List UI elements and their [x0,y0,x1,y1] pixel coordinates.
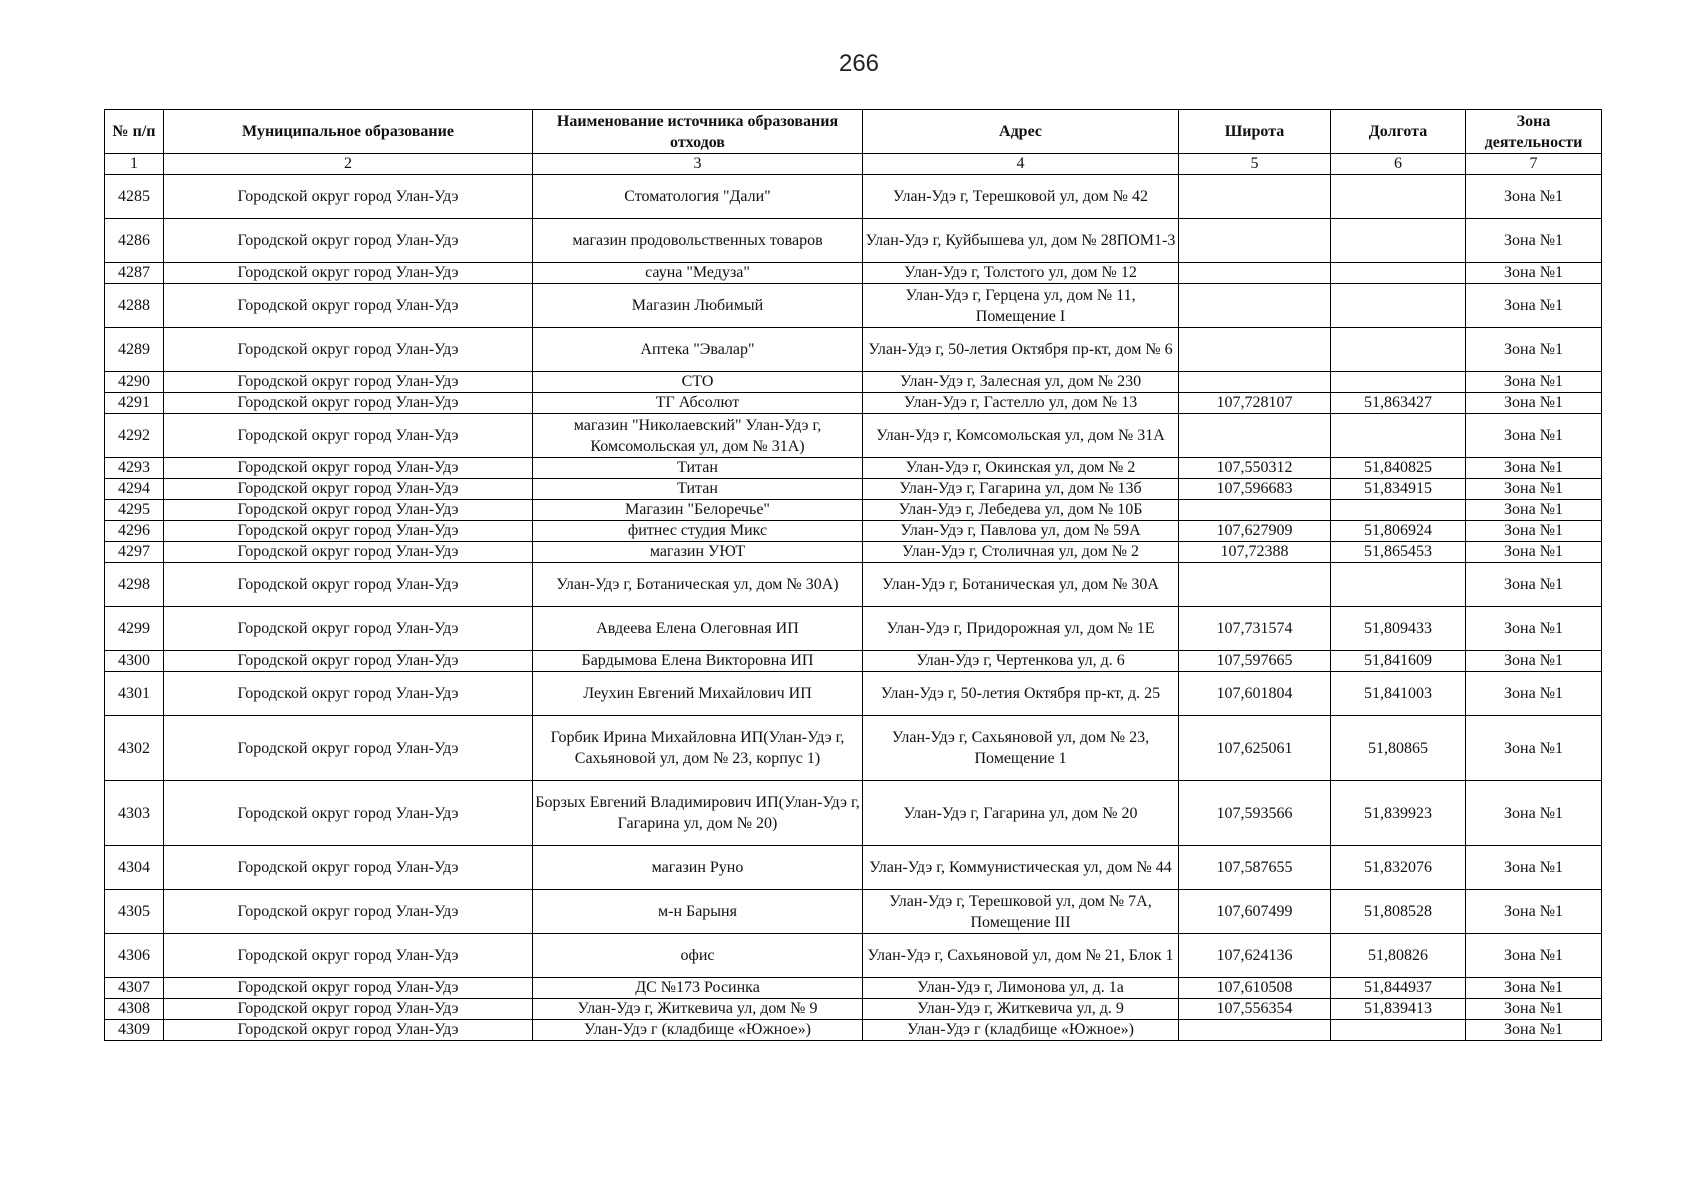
municipality-cell: Городской округ город Улан-Удэ [164,521,533,542]
municipality-cell: Городской округ город Улан-Удэ [164,500,533,521]
row-number-cell: 4305 [105,890,164,934]
latitude-cell [1179,263,1331,284]
table-row [105,393,1602,414]
table-row [105,1020,1602,1041]
longitude-cell: 51,839413 [1331,999,1466,1020]
source-name-cell: Улан-Удэ г, Ботаническая ул, дом № 30А) [533,563,863,607]
municipality-cell: Городской округ город Улан-Удэ [164,934,533,978]
latitude-cell: 107,593566 [1179,781,1331,846]
row-number-cell: 4287 [105,263,164,284]
source-name-cell: ДС №173 Росинка [533,978,863,999]
address-cell: Улан-Удэ г, Столичная ул, дом № 2 [863,542,1179,563]
row-number-cell: 4296 [105,521,164,542]
header-cell-number: № п/п [105,110,164,154]
municipality-cell: Городской округ город Улан-Удэ [164,414,533,458]
source-name-cell: фитнес студия Микс [533,521,863,542]
address-cell: Улан-Удэ г, Залесная ул, дом № 230 [863,372,1179,393]
longitude-cell [1331,414,1466,458]
row-number-cell: 4308 [105,999,164,1020]
table-row [105,479,1602,500]
source-name-cell: Улан-Удэ г, Житкевича ул, дом № 9 [533,999,863,1020]
address-cell: Улан-Удэ г, Герцена ул, дом № 11, Помещение I [863,284,1179,328]
address-cell: Улан-Удэ г, Лебедева ул, дом № 10Б [863,500,1179,521]
table-row [105,716,1602,781]
table-row [105,978,1602,999]
zone-cell: Зона №1 [1466,563,1602,607]
longitude-cell [1331,500,1466,521]
table-row [105,890,1602,934]
source-name-cell: магазин УЮТ [533,542,863,563]
table-row [105,284,1602,328]
row-number-cell: 4285 [105,175,164,219]
row-number-cell: 4307 [105,978,164,999]
zone-cell: Зона №1 [1466,521,1602,542]
municipality-cell: Городской округ город Улан-Удэ [164,328,533,372]
zone-cell: Зона №1 [1466,263,1602,284]
source-name-cell: м-н Барыня [533,890,863,934]
latitude-cell: 107,610508 [1179,978,1331,999]
table-row [105,263,1602,284]
zone-cell: Зона №1 [1466,651,1602,672]
zone-cell: Зона №1 [1466,542,1602,563]
row-number-cell: 4286 [105,219,164,263]
address-cell: Улан-Удэ г, Комсомольская ул, дом № 31А [863,414,1179,458]
municipality-cell: Городской округ город Улан-Удэ [164,372,533,393]
longitude-cell: 51,863427 [1331,393,1466,414]
column-number-cell: 4 [863,154,1179,175]
longitude-cell: 51,832076 [1331,846,1466,890]
zone-cell: Зона №1 [1466,479,1602,500]
zone-cell: Зона №1 [1466,393,1602,414]
table-row [105,846,1602,890]
table-row [105,521,1602,542]
table-row [105,372,1602,393]
column-number-cell: 7 [1466,154,1602,175]
municipality-cell: Городской округ город Улан-Удэ [164,781,533,846]
longitude-cell [1331,563,1466,607]
longitude-cell: 51,806924 [1331,521,1466,542]
municipality-cell: Городской округ город Улан-Удэ [164,479,533,500]
header-cell-address: Адрес [863,110,1179,154]
latitude-cell: 107,627909 [1179,521,1331,542]
zone-cell: Зона №1 [1466,607,1602,651]
address-cell: Улан-Удэ г, Ботаническая ул, дом № 30А [863,563,1179,607]
address-cell: Улан-Удэ г, Сахьяновой ул, дом № 21, Блок 1 [863,934,1179,978]
row-number-cell: 4295 [105,500,164,521]
row-number-cell: 4293 [105,458,164,479]
longitude-cell [1331,175,1466,219]
longitude-cell [1331,372,1466,393]
municipality-cell: Городской округ город Улан-Удэ [164,846,533,890]
zone-cell: Зона №1 [1466,999,1602,1020]
latitude-cell: 107,601804 [1179,672,1331,716]
address-cell: Улан-Удэ г, Чертенкова ул, д. 6 [863,651,1179,672]
latitude-cell [1179,284,1331,328]
zone-cell: Зона №1 [1466,781,1602,846]
header-cell-zone: Зона деятельности [1466,110,1602,154]
municipality-cell: Городской округ город Улан-Удэ [164,393,533,414]
row-number-cell: 4300 [105,651,164,672]
address-cell: Улан-Удэ г, Терешковой ул, дом № 42 [863,175,1179,219]
zone-cell: Зона №1 [1466,414,1602,458]
latitude-cell [1179,500,1331,521]
source-name-cell: Магазин "Белоречье" [533,500,863,521]
row-number-cell: 4298 [105,563,164,607]
table-row [105,563,1602,607]
zone-cell: Зона №1 [1466,978,1602,999]
latitude-cell: 107,596683 [1179,479,1331,500]
address-cell: Улан-Удэ г, Гагарина ул, дом № 13б [863,479,1179,500]
zone-cell: Зона №1 [1466,219,1602,263]
longitude-cell: 51,80865 [1331,716,1466,781]
municipality-cell: Городской округ город Улан-Удэ [164,716,533,781]
address-cell: Улан-Удэ г, Житкевича ул, д. 9 [863,999,1179,1020]
table-row [105,414,1602,458]
municipality-cell: Городской округ город Улан-Удэ [164,890,533,934]
latitude-cell [1179,1020,1331,1041]
latitude-cell [1179,219,1331,263]
latitude-cell: 107,550312 [1179,458,1331,479]
column-number-cell: 1 [105,154,164,175]
table-row [105,175,1602,219]
longitude-cell: 51,841609 [1331,651,1466,672]
source-name-cell: Авдеева Елена Олеговная ИП [533,607,863,651]
row-number-cell: 4292 [105,414,164,458]
row-number-cell: 4294 [105,479,164,500]
column-number-cell: 6 [1331,154,1466,175]
source-name-cell: офис [533,934,863,978]
longitude-cell: 51,834915 [1331,479,1466,500]
header-cell-longitude: Долгота [1331,110,1466,154]
header-cell-latitude: Широта [1179,110,1331,154]
table-row [105,651,1602,672]
municipality-cell: Городской округ город Улан-Удэ [164,563,533,607]
municipality-cell: Городской округ город Улан-Удэ [164,219,533,263]
address-cell: Улан-Удэ г, Терешковой ул, дом № 7А, Помещение III [863,890,1179,934]
row-number-cell: 4301 [105,672,164,716]
table-row [105,219,1602,263]
address-cell: Улан-Удэ г, Павлова ул, дом № 59А [863,521,1179,542]
address-cell: Улан-Удэ г, Лимонова ул, д. 1а [863,978,1179,999]
zone-cell: Зона №1 [1466,716,1602,781]
municipality-cell: Городской округ город Улан-Удэ [164,542,533,563]
municipality-cell: Городской округ город Улан-Удэ [164,1020,533,1041]
source-name-cell: Горбик Ирина Михайловна ИП(Улан-Удэ г, Сахьяновой ул, дом № 23, корпус 1) [533,716,863,781]
waste-sources-table [104,109,1602,1041]
municipality-cell: Городской округ город Улан-Удэ [164,672,533,716]
zone-cell: Зона №1 [1466,175,1602,219]
longitude-cell: 51,840825 [1331,458,1466,479]
latitude-cell [1179,175,1331,219]
table-body [105,175,1602,1041]
municipality-cell: Городской округ город Улан-Удэ [164,651,533,672]
row-number-cell: 4303 [105,781,164,846]
header-cell-source: Наименование источника образования отходов [533,110,863,154]
address-cell: Улан-Удэ г, Окинская ул, дом № 2 [863,458,1179,479]
longitude-cell [1331,1020,1466,1041]
address-cell: Улан-Удэ г, Куйбышева ул, дом № 28ПОМ1-3 [863,219,1179,263]
longitude-cell: 51,844937 [1331,978,1466,999]
table-row [105,934,1602,978]
zone-cell: Зона №1 [1466,372,1602,393]
source-name-cell: Стоматология "Дали" [533,175,863,219]
latitude-cell: 107,731574 [1179,607,1331,651]
latitude-cell: 107,728107 [1179,393,1331,414]
row-number-cell: 4299 [105,607,164,651]
latitude-cell: 107,607499 [1179,890,1331,934]
latitude-cell [1179,372,1331,393]
latitude-cell [1179,328,1331,372]
zone-cell: Зона №1 [1466,328,1602,372]
source-name-cell: Борзых Евгений Владимирович ИП(Улан-Удэ г, Гагарина ул, дом № 20) [533,781,863,846]
address-cell: Улан-Удэ г, Гагарина ул, дом № 20 [863,781,1179,846]
municipality-cell: Городской округ город Улан-Удэ [164,978,533,999]
longitude-cell: 51,839923 [1331,781,1466,846]
source-name-cell: Титан [533,479,863,500]
municipality-cell: Городской округ город Улан-Удэ [164,284,533,328]
header-cell-municipality: Муниципальное образование [164,110,533,154]
table-row [105,500,1602,521]
longitude-cell: 51,841003 [1331,672,1466,716]
row-number-cell: 4290 [105,372,164,393]
municipality-cell: Городской округ город Улан-Удэ [164,607,533,651]
longitude-cell: 51,80826 [1331,934,1466,978]
address-cell: Улан-Удэ г, Сахьяновой ул, дом № 23, Помещение 1 [863,716,1179,781]
longitude-cell [1331,263,1466,284]
source-name-cell: магазин продовольственных товаров [533,219,863,263]
zone-cell: Зона №1 [1466,934,1602,978]
latitude-cell: 107,72388 [1179,542,1331,563]
table-row [105,328,1602,372]
longitude-cell [1331,284,1466,328]
address-cell: Улан-Удэ г, Придорожная ул, дом № 1Е [863,607,1179,651]
source-name-cell: ТГ Абсолют [533,393,863,414]
row-number-cell: 4302 [105,716,164,781]
latitude-cell: 107,624136 [1179,934,1331,978]
source-name-cell: Леухин Евгений Михайлович ИП [533,672,863,716]
source-name-cell: магазин "Николаевский" Улан-Удэ г, Комсомольская ул, дом № 31А) [533,414,863,458]
latitude-cell: 107,597665 [1179,651,1331,672]
column-number-cell: 5 [1179,154,1331,175]
address-cell: Улан-Удэ г, 50-летия Октября пр-кт, дом № 6 [863,328,1179,372]
source-name-cell: Бардымова Елена Викторовна ИП [533,651,863,672]
longitude-cell [1331,328,1466,372]
zone-cell: Зона №1 [1466,1020,1602,1041]
latitude-cell: 107,587655 [1179,846,1331,890]
source-name-cell: сауна "Медуза" [533,263,863,284]
table-row [105,999,1602,1020]
address-cell: Улан-Удэ г, Толстого ул, дом № 12 [863,263,1179,284]
latitude-cell [1179,414,1331,458]
longitude-cell: 51,865453 [1331,542,1466,563]
address-cell: Улан-Удэ г (кладбище «Южное») [863,1020,1179,1041]
table-row [105,542,1602,563]
source-name-cell: Улан-Удэ г (кладбище «Южное») [533,1020,863,1041]
zone-cell: Зона №1 [1466,846,1602,890]
address-cell: Улан-Удэ г, 50-летия Октября пр-кт, д. 25 [863,672,1179,716]
row-number-cell: 4309 [105,1020,164,1041]
latitude-cell [1179,563,1331,607]
column-number-cell: 2 [164,154,533,175]
municipality-cell: Городской округ город Улан-Удэ [164,263,533,284]
header-row [105,110,1602,154]
municipality-cell: Городской округ город Улан-Удэ [164,999,533,1020]
zone-cell: Зона №1 [1466,284,1602,328]
column-number-row [105,154,1602,175]
latitude-cell: 107,625061 [1179,716,1331,781]
longitude-cell: 51,808528 [1331,890,1466,934]
table-row [105,607,1602,651]
source-name-cell: Титан [533,458,863,479]
row-number-cell: 4297 [105,542,164,563]
source-name-cell: СТО [533,372,863,393]
source-name-cell: магазин Руно [533,846,863,890]
municipality-cell: Городской округ город Улан-Удэ [164,175,533,219]
source-name-cell: Магазин Любимый [533,284,863,328]
page-number: 266 [838,50,880,77]
latitude-cell: 107,556354 [1179,999,1331,1020]
row-number-cell: 4304 [105,846,164,890]
municipality-cell: Городской округ город Улан-Удэ [164,458,533,479]
address-cell: Улан-Удэ г, Коммунистическая ул, дом № 44 [863,846,1179,890]
address-cell: Улан-Удэ г, Гастелло ул, дом № 13 [863,393,1179,414]
zone-cell: Зона №1 [1466,500,1602,521]
zone-cell: Зона №1 [1466,672,1602,716]
column-number-cell: 3 [533,154,863,175]
table-row [105,458,1602,479]
row-number-cell: 4306 [105,934,164,978]
longitude-cell [1331,219,1466,263]
source-name-cell: Аптека "Эвалар" [533,328,863,372]
table-row [105,672,1602,716]
zone-cell: Зона №1 [1466,458,1602,479]
zone-cell: Зона №1 [1466,890,1602,934]
row-number-cell: 4289 [105,328,164,372]
longitude-cell: 51,809433 [1331,607,1466,651]
row-number-cell: 4291 [105,393,164,414]
table-row [105,781,1602,846]
row-number-cell: 4288 [105,284,164,328]
